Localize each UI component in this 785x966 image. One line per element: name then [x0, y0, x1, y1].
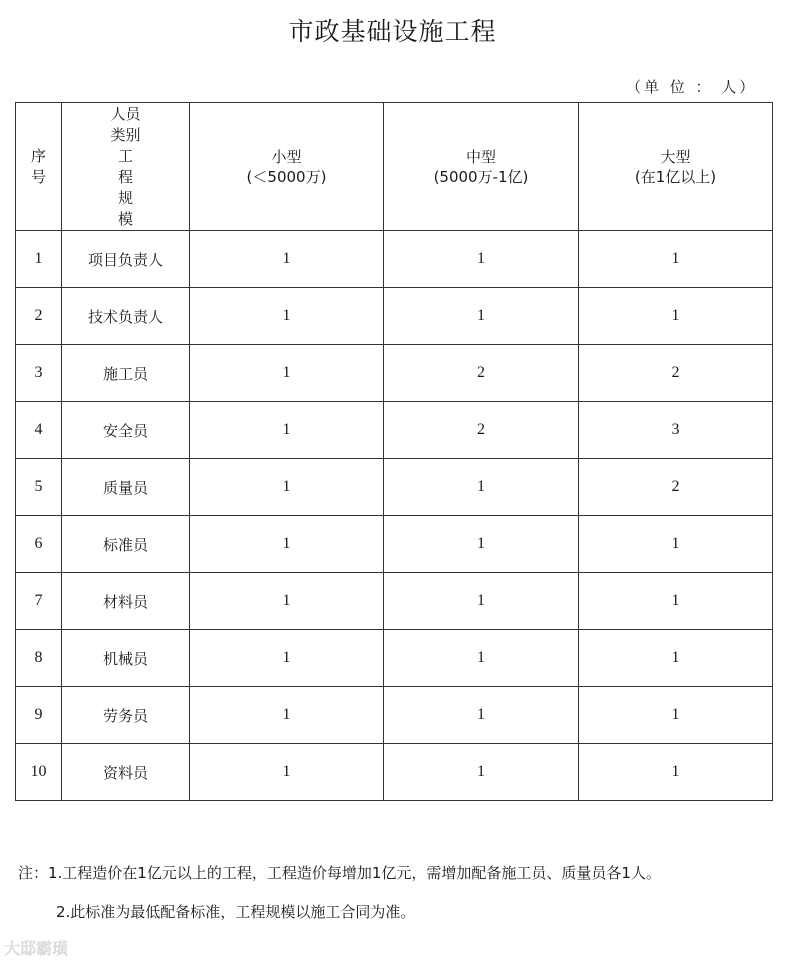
row-number: 6: [16, 516, 62, 573]
header-medium-name: 中型: [465, 147, 496, 166]
table-row: [16, 630, 773, 687]
row-large-count: 3: [579, 402, 773, 459]
table-row: [16, 345, 773, 402]
row-large-count: 2: [579, 459, 773, 516]
row-small-count: 1: [190, 516, 384, 573]
row-large-count: 1: [579, 231, 773, 288]
header-category-scale: [62, 103, 190, 231]
row-number: 9: [16, 687, 62, 744]
row-number: 10: [16, 744, 62, 801]
row-role: 机械员: [62, 630, 190, 687]
page-title: 市政基础设施工程: [288, 17, 497, 46]
row-role: 安全员: [62, 402, 190, 459]
row-number: 7: [16, 573, 62, 630]
row-number: 1: [16, 231, 62, 288]
row-number: 8: [16, 630, 62, 687]
table-row: [16, 744, 773, 801]
header-small-range: (＜5000万): [246, 167, 327, 186]
note-2: 2.此标准为最低配备标准，工程规模以施工合同为准。: [56, 903, 416, 921]
table-row: [16, 459, 773, 516]
table-row: [16, 231, 773, 288]
header-scale: 工程规模: [118, 146, 134, 228]
row-number: 3: [16, 345, 62, 402]
row-role: 资料员: [62, 744, 190, 801]
row-large-count: 1: [579, 573, 773, 630]
unit-label: （单 位 ： 人）: [626, 78, 758, 96]
table-row: [16, 516, 773, 573]
table-row: [16, 288, 773, 345]
row-medium-count: 1: [384, 516, 579, 573]
header-medium-range: (5000万-1亿): [433, 167, 529, 186]
row-role: 项目负责人: [62, 231, 190, 288]
row-medium-count: 1: [384, 630, 579, 687]
row-role: 劳务员: [62, 687, 190, 744]
row-small-count: 1: [190, 345, 384, 402]
row-small-count: 1: [190, 744, 384, 801]
row-large-count: 1: [579, 744, 773, 801]
header-medium: [384, 103, 579, 231]
row-medium-count: 1: [384, 687, 579, 744]
watermark: 大邸霸璜: [4, 939, 69, 958]
row-medium-count: 1: [384, 573, 579, 630]
header-no: 序号: [16, 103, 62, 231]
row-small-count: 1: [190, 288, 384, 345]
row-number: 4: [16, 402, 62, 459]
header-small: [190, 103, 384, 231]
row-large-count: 1: [579, 288, 773, 345]
header-large-range: (在1亿以上): [634, 167, 717, 186]
row-small-count: 1: [190, 402, 384, 459]
row-medium-count: 2: [384, 402, 579, 459]
staffing-table: [15, 102, 773, 801]
row-large-count: 1: [579, 516, 773, 573]
row-number: 2: [16, 288, 62, 345]
row-number: 5: [16, 459, 62, 516]
row-large-count: 2: [579, 345, 773, 402]
row-role: 材料员: [62, 573, 190, 630]
table-row: [16, 687, 773, 744]
row-role: 标准员: [62, 516, 190, 573]
row-role: 质量员: [62, 459, 190, 516]
row-small-count: 1: [190, 630, 384, 687]
row-medium-count: 1: [384, 744, 579, 801]
row-large-count: 1: [579, 687, 773, 744]
table-row: [16, 573, 773, 630]
table-row: [16, 402, 773, 459]
header-small-name: 小型: [271, 147, 302, 166]
row-small-count: 1: [190, 687, 384, 744]
row-medium-count: 1: [384, 288, 579, 345]
row-small-count: 1: [190, 573, 384, 630]
row-small-count: 1: [190, 459, 384, 516]
row-medium-count: 1: [384, 231, 579, 288]
row-small-count: 1: [190, 231, 384, 288]
note-1: 注：1.工程造价在1亿元以上的工程，工程造价每增加1亿元，需增加配备施工员、质量员各1人。: [18, 864, 661, 882]
header-large: [579, 103, 773, 231]
row-large-count: 1: [579, 630, 773, 687]
row-medium-count: 1: [384, 459, 579, 516]
header-large-name: 大型: [660, 147, 691, 166]
row-medium-count: 2: [384, 345, 579, 402]
row-role: 技术负责人: [62, 288, 190, 345]
row-role: 施工员: [62, 345, 190, 402]
header-category: 人员类别: [110, 104, 141, 144]
